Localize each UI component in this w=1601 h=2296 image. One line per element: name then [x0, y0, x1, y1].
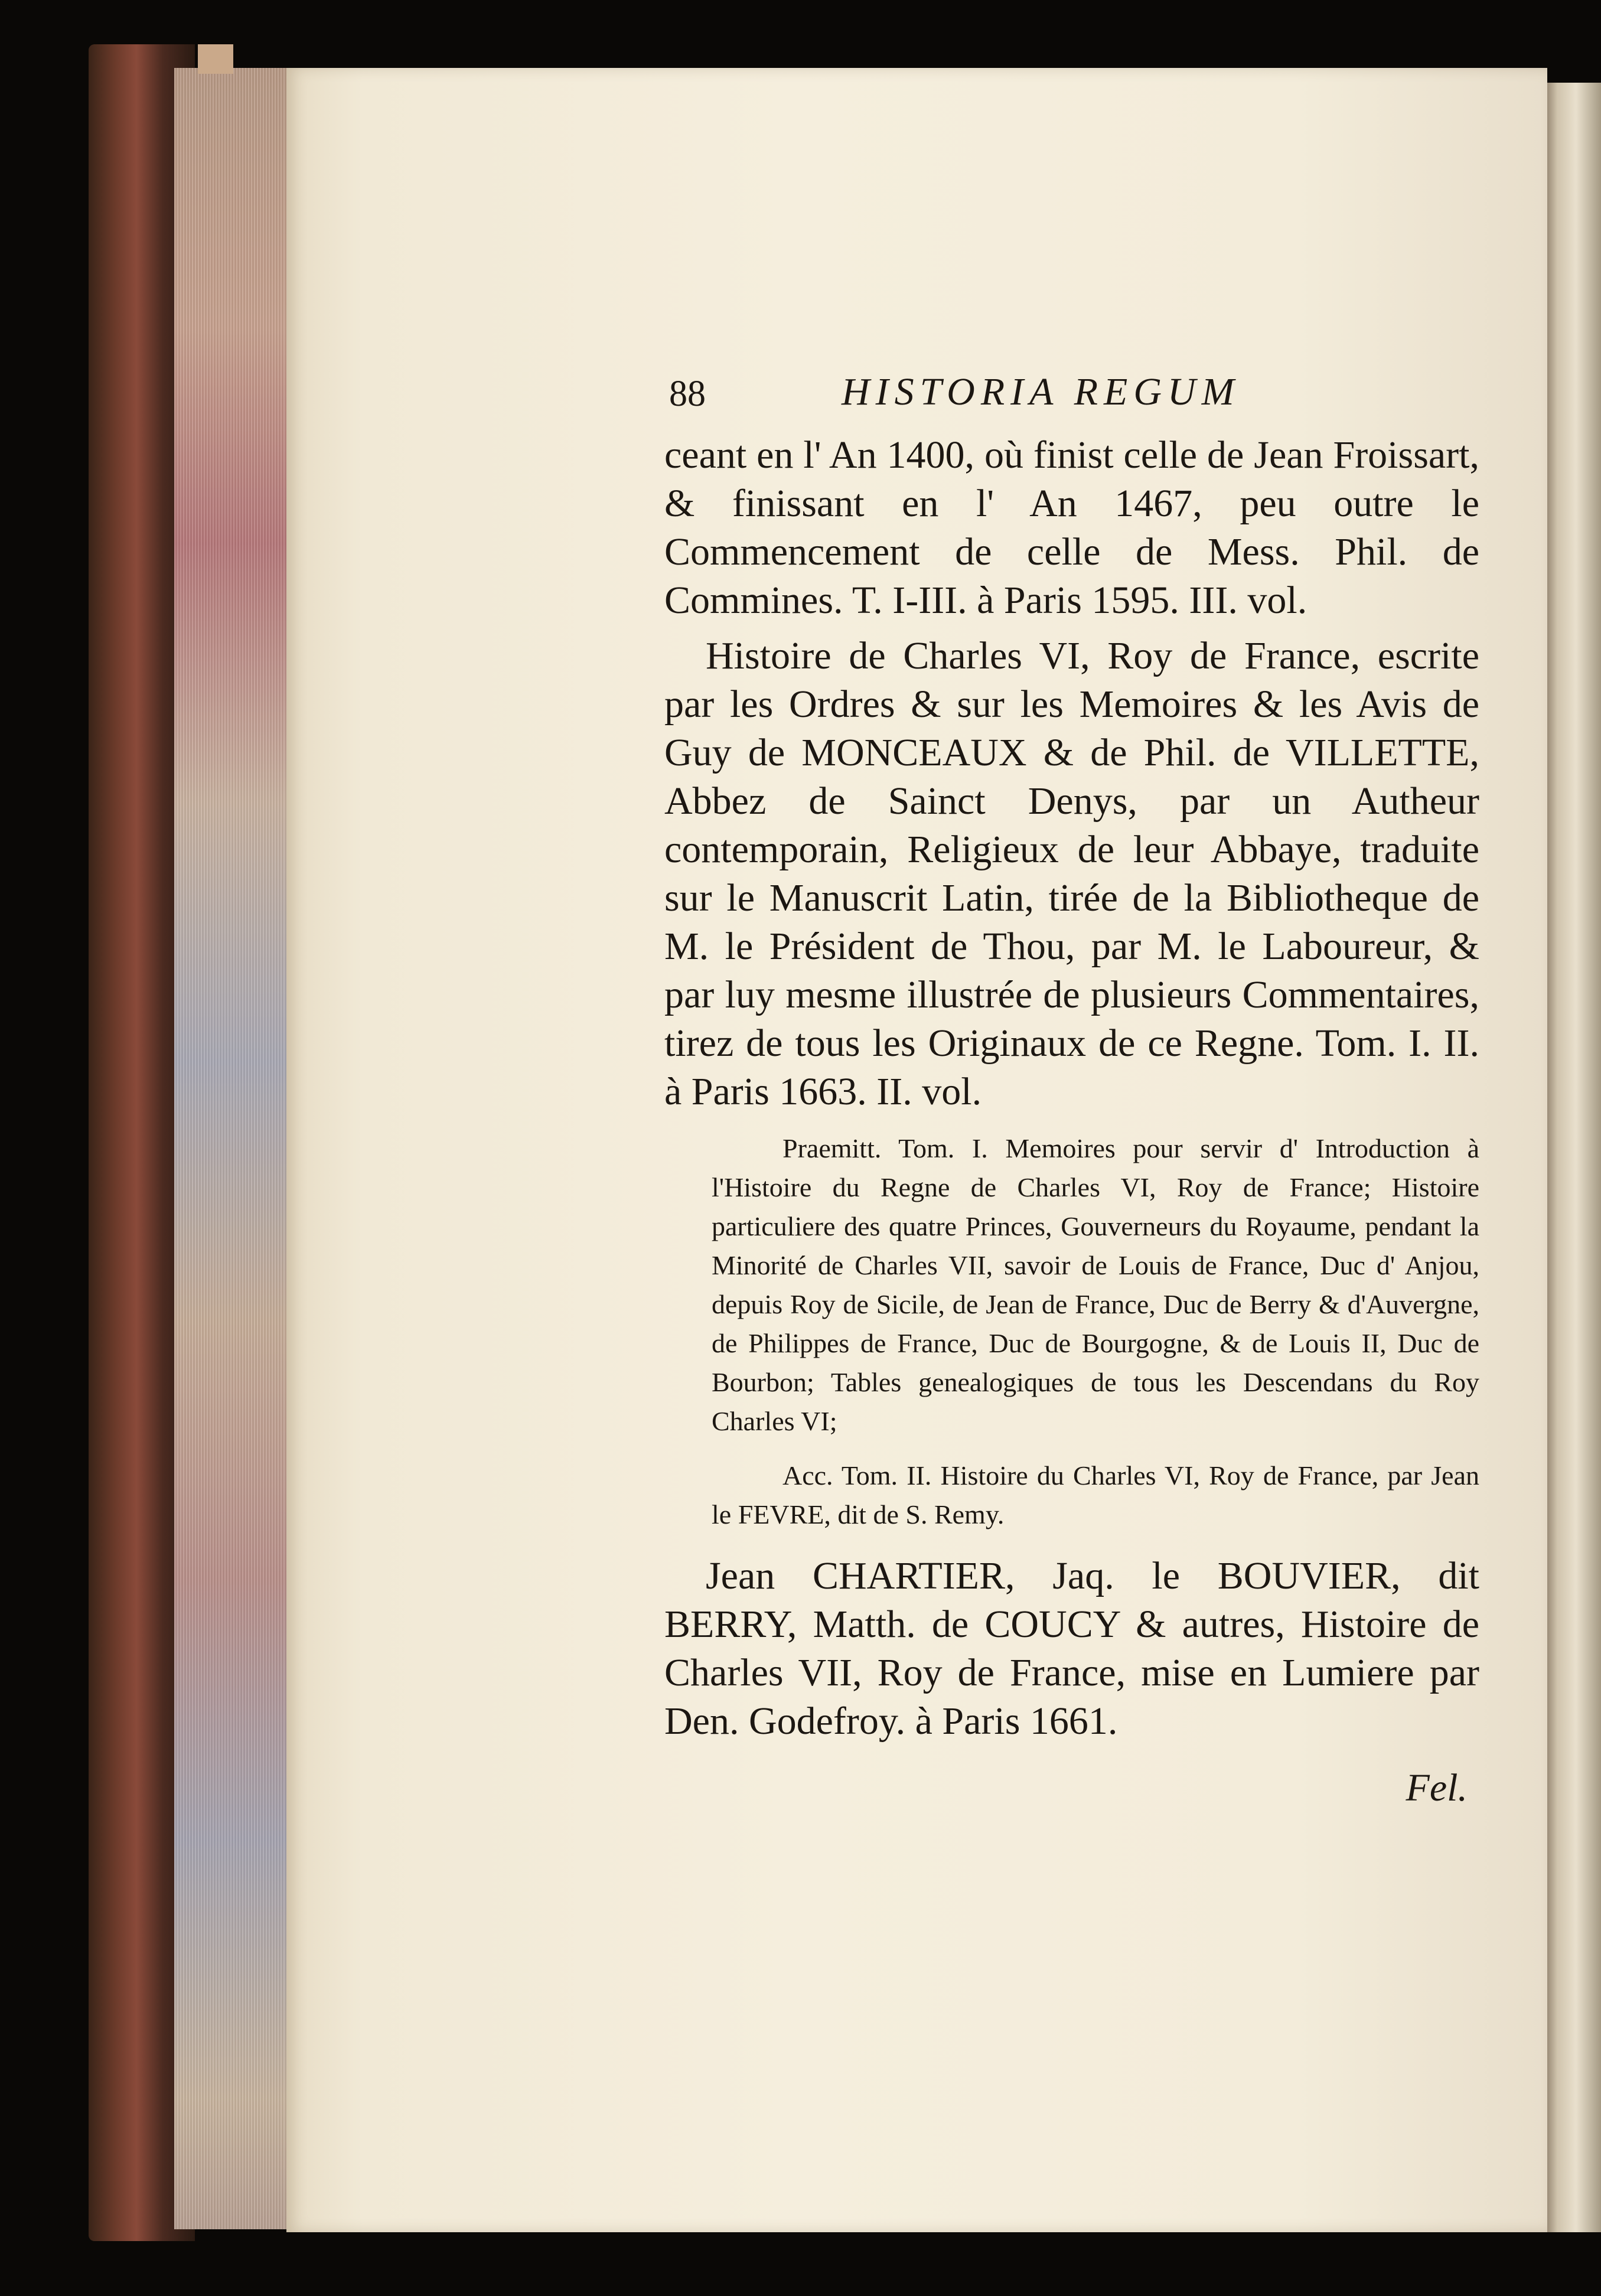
binding-corner — [198, 44, 233, 74]
note-acc: Acc. Tom. II. Histoire du Charles VI, Roy de France, par Jean le FEVRE, dit de S. Remy. — [712, 1460, 1479, 1529]
next-leaf-edge — [1538, 83, 1601, 2232]
paragraph-histoire-charles-vi: Histoire de Charles VI, Roy de France, escrite par les Ordres & sur les Memoires & les Avis de Guy de MONCEAUX & de Phil. de VILLETTE, Abbez de Sainct Denys, par un Autheur contemporain, Religieux de leur Abbaye, traduite sur le Manuscrit Latin, tirée de la Bibliotheque de M. le Président de Thou, par M. le Laboureur, & par luy mesme illustrée de plusieurs Commentaires, tirez de tous les Originaux de ce Regne. Tom. I. II. à Paris 1663. II. vol. — [664, 634, 1479, 1113]
paragraph-histoire-charles-vii: Jean CHARTIER, Jaq. le BOUVIER, dit BERRY, Matth. de COUCY & autres, Histoire de Charles VII, Roy de France, mise en Lumiere par Den. Godefroy. à Paris 1661. — [664, 1554, 1479, 1743]
page-number: 88 — [669, 374, 706, 414]
catchword: Fel. — [1406, 1766, 1468, 1809]
note-praemitt: Praemitt. Tom. I. Memoires pour servir d' Introduction à l'Histoire du Regne de Charles VI, Roy de France; Histoire particuliere des quatre Princes, Gouverneurs du Royaume, pendant la Minorité de Charles VII, savoir de Louis de France, Duc d' Anjou, depuis Roy de Sicile, de Jean de France, Duc de Berry & d'Auvergne, de Philippes de France, Duc de Bourgogne, & de Louis II, Duc de Bourbon; Tables genealogiques de tous les Descendans du Roy Charles VI; — [712, 1133, 1479, 1436]
marbled-page-edges — [174, 68, 286, 2229]
running-title: HISTORIA REGUM — [842, 370, 1240, 413]
paragraph-continuation: ceant en l' An 1400, où finist celle de Jean Froissart, & finissant en l' An 1467, peu outre le Commencement de celle de Mess. Phil. de Commines. T. I-III. à Paris 1595. III. vol. — [664, 433, 1479, 622]
page-header — [664, 366, 1479, 431]
page-text-block — [664, 366, 1479, 1811]
